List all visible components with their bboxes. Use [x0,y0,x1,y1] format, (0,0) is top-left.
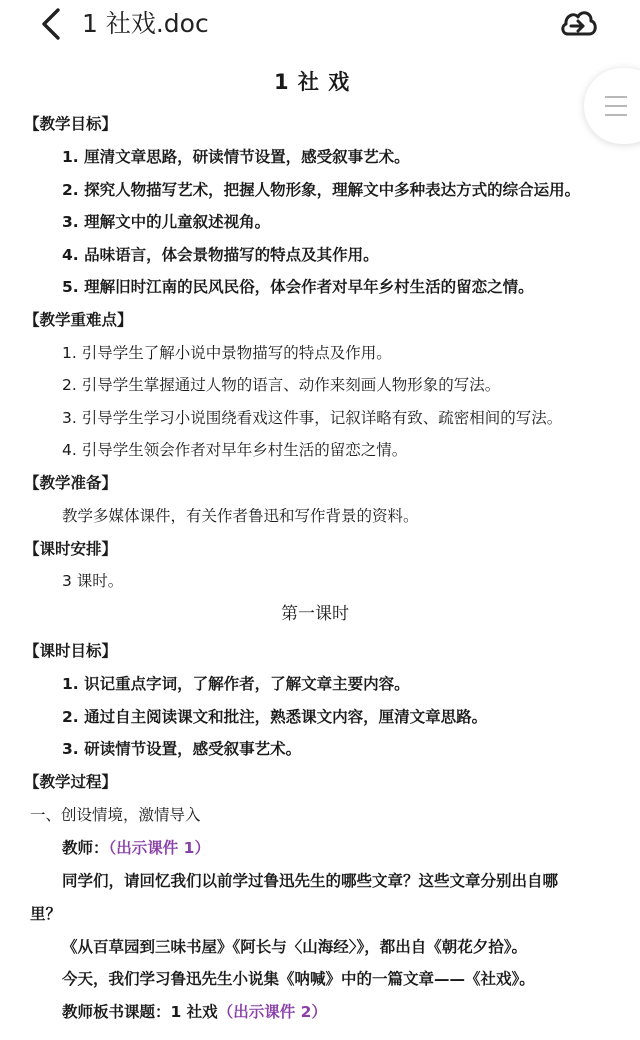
section-header-schedule: 【课时安排】 [24,540,118,558]
courseware-1-tag: （出示课件 1） [108,839,210,857]
section-header-lesson-goals: 【课时目标】 [24,642,118,660]
doc-title: 1 社 戏 [274,70,351,94]
teacher-label: 教师： [62,839,109,857]
top-bar [0,0,640,50]
hamburger-menu-icon [605,96,627,98]
section-one-heading: 一、创设情境，激情导入 [30,806,201,824]
list-item: 2. 引导学生掌握通过人物的语言、动作来刻画人物形象的写法。 [62,376,501,394]
courseware-2-tag: （出示课件 2） [217,1003,327,1021]
list-item: 2. 探究人物描写艺术，把握人物形象，理解文中多种表达方式的综合运用。 [62,181,581,199]
list-item: 4. 品味语言，体会景物描写的特点及其作用。 [62,246,379,264]
list-item: 3. 理解文中的儿童叙述视角。 [62,213,271,231]
list-item: 3. 研读情节设置，感受叙事艺术。 [62,740,302,758]
question-line: 同学们，请回忆我们以前学过鲁迅先生的哪些文章？这些文章分别出自哪 [62,872,559,890]
list-item: 3. 引导学生学习小说围绕看戏这件事，记叙详略有致、疏密相间的写法。 [62,409,563,427]
list-item: 5. 理解旧时江南的民风民俗，体会作者对早年乡村生活的留恋之情。 [62,278,534,296]
answer-line: 《从百草园到三味书屋》《阿长与〈山海经〉》，都出自《朝花夕拾》。 [62,938,528,956]
schedule-text: 3 课时。 [62,572,124,590]
list-item: 2. 通过自主阅读课文和批注，熟悉课文内容，厘清文章思路。 [62,708,488,726]
question-line-cont: 里？ [30,905,62,923]
lesson-title: 第一课时 [281,604,349,624]
file-title: 1 社戏.doc [82,9,209,38]
teacher-line [62,837,210,859]
section-header-keypoints: 【教学重难点】 [24,311,133,329]
list-item: 1. 引导学生了解小说中景物描写的特点及作用。 [62,344,392,362]
section-header-prep: 【教学准备】 [24,474,118,492]
board-label: 教师板书课题：1 社戏 [62,1003,218,1021]
section-header-process: 【教学过程】 [24,773,118,791]
today-line: 今天，我们学习鲁迅先生小说集《呐喊》中的一篇文章——《社戏》。 [62,970,535,988]
prep-text: 教学多媒体课件，有关作者鲁迅和写作背景的资料。 [62,507,419,525]
section-header-goals: 【教学目标】 [24,115,118,133]
list-item: 4. 引导学生领会作者对早年乡村生活的留恋之情。 [62,441,408,459]
board-line [62,1001,327,1023]
chevron-left-icon[interactable] [36,6,68,42]
list-item: 1. 识记重点字词，了解作者，了解文章主要内容。 [62,675,410,693]
list-item: 1. 厘清文章思路，研读情节设置，感受叙事艺术。 [62,148,410,166]
cloud-upload-icon[interactable] [558,4,598,42]
floating-menu-button[interactable] [584,68,640,144]
